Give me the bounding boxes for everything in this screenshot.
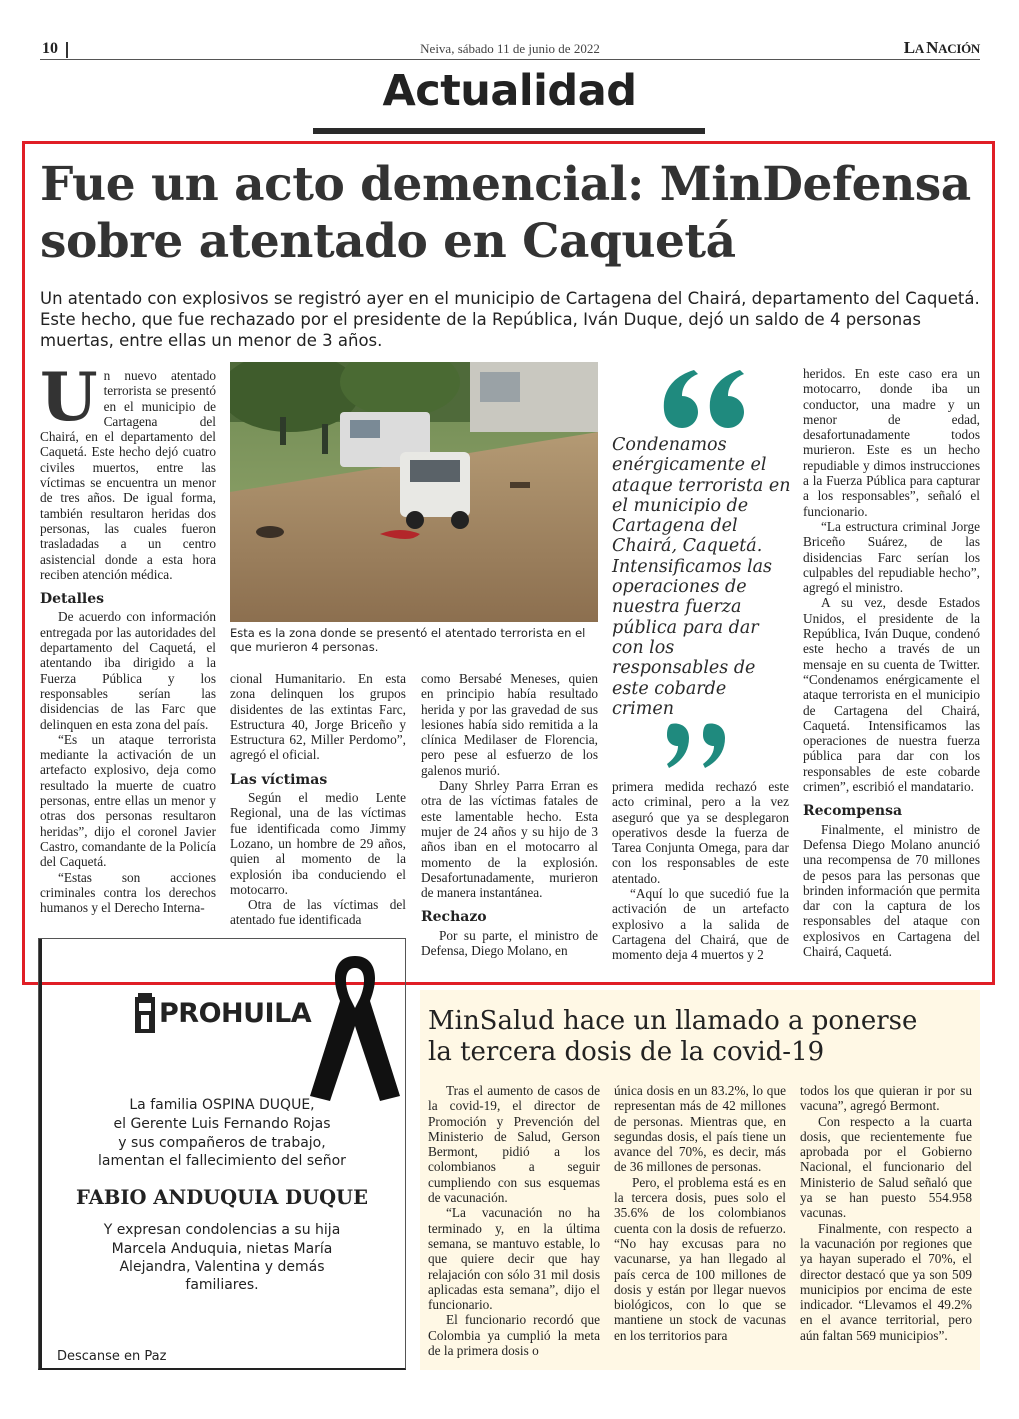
memorial-text: el Gerente Luis Fernando Rojas xyxy=(113,1116,331,1132)
pull-quote: Condenamos enérgicamente el ataque terrorista en el municipio de Cartagena del Chairá, Caquetá. Intensificamos las operaciones de nuestra fuerza pública para dar con los responsables de este cobarde crimen xyxy=(612,435,791,719)
memorial-text: La familia OSPINA DUQUE, xyxy=(129,1097,315,1113)
memorial-text: lamentan el fallecimiento del señor xyxy=(98,1153,346,1169)
article-column-5: heridos. En este caso era un motocarro, donde iba un conductor, una madre y un menor de edad, desafortunadamente todos murieron. Este es un hecho repudiable y dimos instrucciones a la Fuerza Pública para capturar a los responsables”, señaló el funcionario. “La estructura criminal Jorge Briceño Suárez, de las disidencias Farc serían los culpables del repudiable hecho”, agregó el ministro. A su vez, desde Estados Unidos, el presidente de la República, Iván Duque, condenó este hecho a través de un mensaje en su cuenta de Twitter. “Condenamos enérgicamente el ataque terrorista en el municipio de Cartagena del Chairá, Caquetá. Intensificamos las operaciones de nuestra fuerza pública para dar con los responsables de este cobarde crimen”, escribió el mandatario. Recompensa Finalmente, el ministro de Defensa Diego Molano anunció una recompensa de 70 millones de pesos para las personas que brinden información que permita dar con la captura de los responsables del ataque con explosivos en Cartagena del Chairá, Caquetá. xyxy=(803,366,980,959)
article-column-3: como Bersabé Meneses, quien en principio había resultado herida y por las gravedad de sus lesiones había sido remitida a la clínica Medilaser de Florencia, pero pese al esfuerzo de los galenos murió. Dany Shrley Parra Erran es otra de las víctimas fatales de este lamentable hecho. Esta mujer de 24 años y su hijo de 3 años iban en el motocarro al momento de la explosión. Desafortunadamente, murieron de manera instantánea. Rechazo Por su parte, el ministro de Defensa, Diego Molano, en xyxy=(421,671,598,959)
close-quote-icon xyxy=(665,722,735,770)
prohuila-logo: PROHUILA xyxy=(159,998,312,1029)
dateline: Neiva, sábado 11 de junio de 2022 xyxy=(420,41,600,56)
section-title: Actualidad xyxy=(382,66,637,116)
open-quote-icon xyxy=(652,362,752,432)
drop-cap: U xyxy=(40,358,98,436)
photo-caption: Esta es la zona donde se presentó el atentado terrorista en el que murieron 4 personas. xyxy=(230,626,586,654)
sidebar-column-3: todos los que quieran ir por su vacuna”, agregó Bermont. Con respecto a la cuarta dosis, que recientemente fue aprobada por el Gobierno Nacional, el funcionario del Ministerio de Salud señaló que ya se han puesto 554.958 vacunas. Finalmente, con respecto a la vacunación por regiones que ya hayan superado el 70%, el director destacó que ya son 509 municipios por encima de este indicador. “Llevamos el 49.2% en el avance territorial, pero aún faltan 569 municipios”. xyxy=(800,1083,972,1343)
sidebar-column-1: Tras el aumento de casos de la covid-19, el director de Promoción y Prevención del Ministerio de Salud, Gerson Bermont, pidió a los colombianos a seguir cumpliendo con sus esquemas de vacunación. “La vacunación no ha terminado y, en la última semana, se mantuvo estable, lo que quiere decir que hay relajación con sólo 31 mil dosis aplicadas esta semana”, dijo el funcionario. El funcionario recordó que Colombia ya cumplió la meta de la primera dosis o xyxy=(428,1083,600,1359)
sidebar-column-2: única dosis en un 83.2%, lo que representan más de 42 millones de personas. Mientras que, en segundas dosis, el país tiene un avance del 70%, es decir, más de 36 millones de personas. Pero, el problema está es en la tercera dosis, pues solo el 35.6% de los colombianos cuenta con la dosis de refuerzo. “No hay excusas para no vacunarse, ya han llegado al país cerca de 100 millones de dosis y están por llegar nuevos biológicos, con lo que se mantiene un stock de vacunas en los territorios para xyxy=(614,1083,786,1343)
memorial-text: familiares. xyxy=(185,1277,259,1293)
page-number: 10 xyxy=(42,40,58,57)
article-deck: Un atentado con explosivos se registró ayer en el municipio de Cartagena del Chairá, departamento del Caquetá. Este hecho, que fue rechazado por el presidente de la República, Iván Duque, dejó un saldo de 4 personas muertas, entre ellas un menor de 3 años. xyxy=(40,289,980,350)
newspaper-logo: LA NACIÓN xyxy=(903,38,980,57)
article-headline: Fue un acto demencial: MinDefensa sobre atentado en Caquetá xyxy=(40,157,971,269)
article-column-1: Un nuevo atentado terrorista se presentó en el municipio de Cartagena del Chairá, en el departamento del Caquetá. Este hecho dejó cuatro civiles muertos, entre las víctimas se encuentra un menor de tres años. De igual forma, también resultaron heridas dos personas, las cuales fueron trasladadas a un centro asistencial donde a esta hora reciben atención médica. Detalles De acuerdo con información entregada por las autoridades del departamento del Caquetá, el atentando iba dirigido a la Fuerza Pública y los responsables serían las disidencias de las Farc que delinquen en esta zona del país. “Es un ataque terrorista mediante la activación de un artefacto explosivo, deja como resultado la muerte de cuatro personas, entre ellas un menor y otras dos personas resultaron heridas”, dijo el coronel Javier Castro, comandante de la Policía del Caquetá. “Estas son acciones criminales contra los derechos humanos y el Derecho Interna- xyxy=(40,358,216,916)
article-photo xyxy=(230,362,598,622)
sidebar-headline: MinSalud hace un llamado a ponerse la tercera dosis de la covid-19 xyxy=(428,1006,918,1067)
deceased-name: FABIO ANDUQUIA DUQUE xyxy=(76,1186,368,1209)
article-column-2: cional Humanitario. En esta zona delinquen los grupos disidentes de las extintas Farc, Estructura 40, Jorge Briceño y Estructura 62, Miller Perdomo”, agregó el oficial. Las víctimas Según el medio Lente Regional, una de las víctimas fue identificada como Jimmy Lozano, un hombre de 29 años, quien al momento de la explosión iba conduciendo el motocarro. Otra de las víctimas del atentado fue identificada xyxy=(230,671,406,928)
memorial-text: y sus compañeros de trabajo, xyxy=(118,1135,326,1151)
subhead-rechazo: Rechazo xyxy=(421,909,487,926)
memorial-text: Alejandra, Valentina y demás xyxy=(119,1259,325,1275)
mourning-ribbon-icon xyxy=(300,946,410,1106)
subhead-recompensa: Recompensa xyxy=(803,803,903,820)
masthead xyxy=(40,40,980,60)
prohuila-logo-icon xyxy=(134,993,156,1035)
memorial-text: Y expresan condolencias a su hija xyxy=(103,1222,341,1238)
memorial-text: Marcela Anduquia, nietas María xyxy=(111,1241,333,1257)
subhead-victimas: Las víctimas xyxy=(230,771,328,788)
article-column-4: primera medida rechazó este acto criminal, pero a la vez aseguró que ya se desplegaron operativos desde la fuerza de Tarea Conjunta Omega, para dar con los responsables de este atentado. “Aquí lo que sucedió fue la activación de un artefacto explosivo a la salida de Cartagena del Chairá, que de momento deja 4 muertos y 2 xyxy=(612,779,789,963)
memorial-closing: Descanse en Paz xyxy=(57,1349,167,1364)
section-rule xyxy=(313,128,705,134)
subhead-detalles: Detalles xyxy=(40,591,105,608)
